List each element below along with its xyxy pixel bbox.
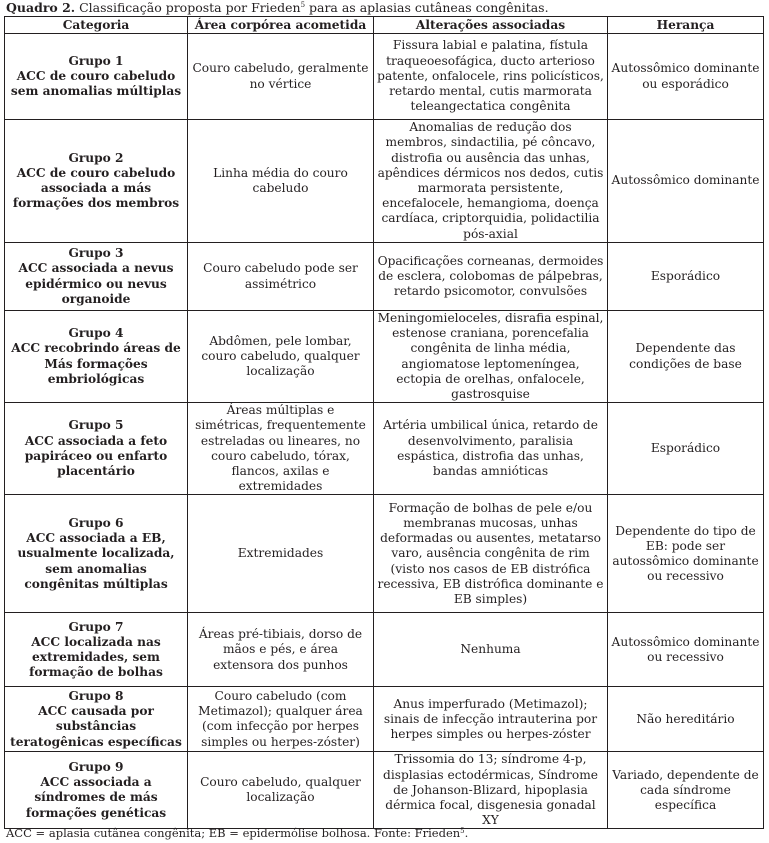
table-row xyxy=(5,752,764,829)
footnote-end: . xyxy=(464,826,469,840)
group-name: Grupo 5 xyxy=(68,418,124,433)
group-name: Grupo 7 xyxy=(68,619,124,634)
cell-categoria xyxy=(5,243,188,311)
category-description: ACC associada a nevus epidérmico ou nevus organoide xyxy=(18,261,174,306)
group-name: Grupo 2 xyxy=(68,150,124,165)
table-row xyxy=(5,243,764,311)
cell-categoria xyxy=(5,34,188,120)
table-row xyxy=(5,403,764,495)
category-description: ACC localizada nas extremidades, sem formação de bolhas xyxy=(29,634,163,680)
cell-alteracoes: Trissomia do 13; síndrome 4-p, displasias ectodérmicas, Síndrome de Johanson-Blizard, hipoplasia dérmica focal, disgenesia gonadal XY xyxy=(374,752,608,829)
cell-area: Abdômen, pele lombar, couro cabeludo, qualquer localização xyxy=(188,311,374,403)
table-row xyxy=(5,495,764,613)
table-row xyxy=(5,34,764,120)
category-description: ACC de couro cabeludo sem anomalias múltiplas xyxy=(10,68,182,99)
category-description: ACC associada a feto papiráceo ou enfarto placentário xyxy=(24,433,168,479)
group-name: Grupo 4 xyxy=(68,326,124,341)
cell-area: Couro cabeludo (com Metimazol); qualquer área (com infecção por herpes simples ou herpes-zóster) xyxy=(188,687,374,752)
cell-categoria xyxy=(5,752,188,829)
cell-area: Linha média do couro cabeludo xyxy=(188,120,374,243)
cell-categoria xyxy=(5,403,188,495)
cell-alteracoes: Fissura labial e palatina, fístula traqueoesofágica, ducto arterioso patente, onfalocele, rins policísticos, retardo mental, cutis marmorata teleangectatica congênita xyxy=(374,34,608,120)
caption-reference: 5 xyxy=(300,1,306,9)
header-area: Área corpórea acometida xyxy=(188,17,374,34)
cell-categoria xyxy=(5,495,188,613)
cell-alteracoes: Anomalias de redução dos membros, sindactilia, pé côncavo, distrofia ou ausência das unhas, apêndices dérmicos nos dedos, cutis marmorata persistente, encefalocele, hemangioma, doença cardíaca, criptorquidia, polidactilia pós-axial xyxy=(374,120,608,243)
cell-heranca: Esporádico xyxy=(608,243,764,311)
cell-area: Couro cabeludo, geralmente no vértice xyxy=(188,34,374,120)
cell-alteracoes: Anus imperfurado (Metimazol); sinais de infecção intrauterina por herpes simples ou herpes-zóster xyxy=(374,687,608,752)
cell-heranca: Dependente das condições de base xyxy=(608,311,764,403)
cell-categoria xyxy=(5,311,188,403)
cell-heranca: Não hereditário xyxy=(608,687,764,752)
category-description: ACC recobrindo áreas de Más formações embriológicas xyxy=(11,341,181,386)
table-header-row xyxy=(5,17,764,34)
footnote-reference: 5 xyxy=(460,827,465,835)
cell-alteracoes: Formação de bolhas de pele e/ou membranas mucosas, unhas deformadas ou ausentes, metatarso varo, ausência congênita de rim (visto nos casos de EB distrófica recessiva, EB distrófica dominante e EB simples) xyxy=(374,495,608,613)
cell-heranca: Autossômico dominante ou esporádico xyxy=(608,34,764,120)
caption-text-end: para as aplasias cutâneas congênitas. xyxy=(305,0,549,15)
cell-area: Extremidades xyxy=(188,495,374,613)
table-footnote xyxy=(6,826,468,840)
cell-categoria xyxy=(5,120,188,243)
header-categoria: Categoria xyxy=(5,17,188,34)
category-description: ACC associada a EB, usualmente localizada, sem anomalias congênitas múltiplas xyxy=(17,531,175,591)
table-row xyxy=(5,120,764,243)
cell-area: Couro cabeludo pode ser assimétrico xyxy=(188,243,374,311)
cell-area: Áreas pré-tibiais, dorso de mãos e pés, e área extensora dos punhos xyxy=(188,613,374,687)
cell-heranca: Dependente do tipo de EB: pode ser autossômico dominante ou recessivo xyxy=(608,495,764,613)
table-row xyxy=(5,613,764,687)
table-row xyxy=(5,311,764,403)
cell-alteracoes: Nenhuma xyxy=(374,613,608,687)
category-description: ACC associada a síndromes de más formações genéticas xyxy=(25,775,167,820)
group-name: Grupo 8 xyxy=(68,689,124,704)
cell-heranca: Esporádico xyxy=(608,403,764,495)
cell-alteracoes: Artéria umbilical única, retardo de desenvolvimento, paralisia espástica, distrofia das unhas, bandas amnióticas xyxy=(374,403,608,495)
table-caption xyxy=(6,1,549,15)
classification-table xyxy=(4,16,764,829)
caption-label: Quadro 2. xyxy=(6,0,76,15)
category-description: ACC causada por substâncias teratogênicas específicas xyxy=(10,704,182,749)
group-name: Grupo 1 xyxy=(68,53,124,68)
header-alteracoes: Alterações associadas xyxy=(374,17,608,34)
cell-area: Couro cabeludo, qualquer localização xyxy=(188,752,374,829)
cell-categoria xyxy=(5,687,188,752)
category-description: ACC de couro cabeludo associada a más formações dos membros xyxy=(12,165,180,211)
cell-alteracoes: Opacificações corneanas, dermoides de esclera, colobomas de pálpebras, retardo psicomotor, convulsões xyxy=(374,243,608,311)
group-name: Grupo 9 xyxy=(68,760,124,775)
table-row xyxy=(5,687,764,752)
cell-area: Áreas múltiplas e simétricas, frequentemente estreladas ou lineares, no couro cabeludo, tórax, flancos, axilas e extremidades xyxy=(188,403,374,495)
footnote-text: ACC = aplasia cutânea congênita; EB = epidermólise bolhosa. Fonte: Frieden xyxy=(6,826,461,840)
group-name: Grupo 3 xyxy=(68,246,124,261)
cell-heranca: Variado, dependente de cada síndrome específica xyxy=(608,752,764,829)
cell-alteracoes: Meningomieloceles, disrafia espinal, estenose craniana, porencefalia congênita de linha média, angiomatose leptomeníngea, ectopia de orelhas, onfalocele, gastrosquise xyxy=(374,311,608,403)
caption-text: Classificação proposta por Frieden xyxy=(75,0,301,15)
cell-heranca: Autossômico dominante ou recessivo xyxy=(608,613,764,687)
header-heranca: Herança xyxy=(608,17,764,34)
cell-categoria xyxy=(5,613,188,687)
group-name: Grupo 6 xyxy=(68,515,124,530)
cell-heranca: Autossômico dominante xyxy=(608,120,764,243)
